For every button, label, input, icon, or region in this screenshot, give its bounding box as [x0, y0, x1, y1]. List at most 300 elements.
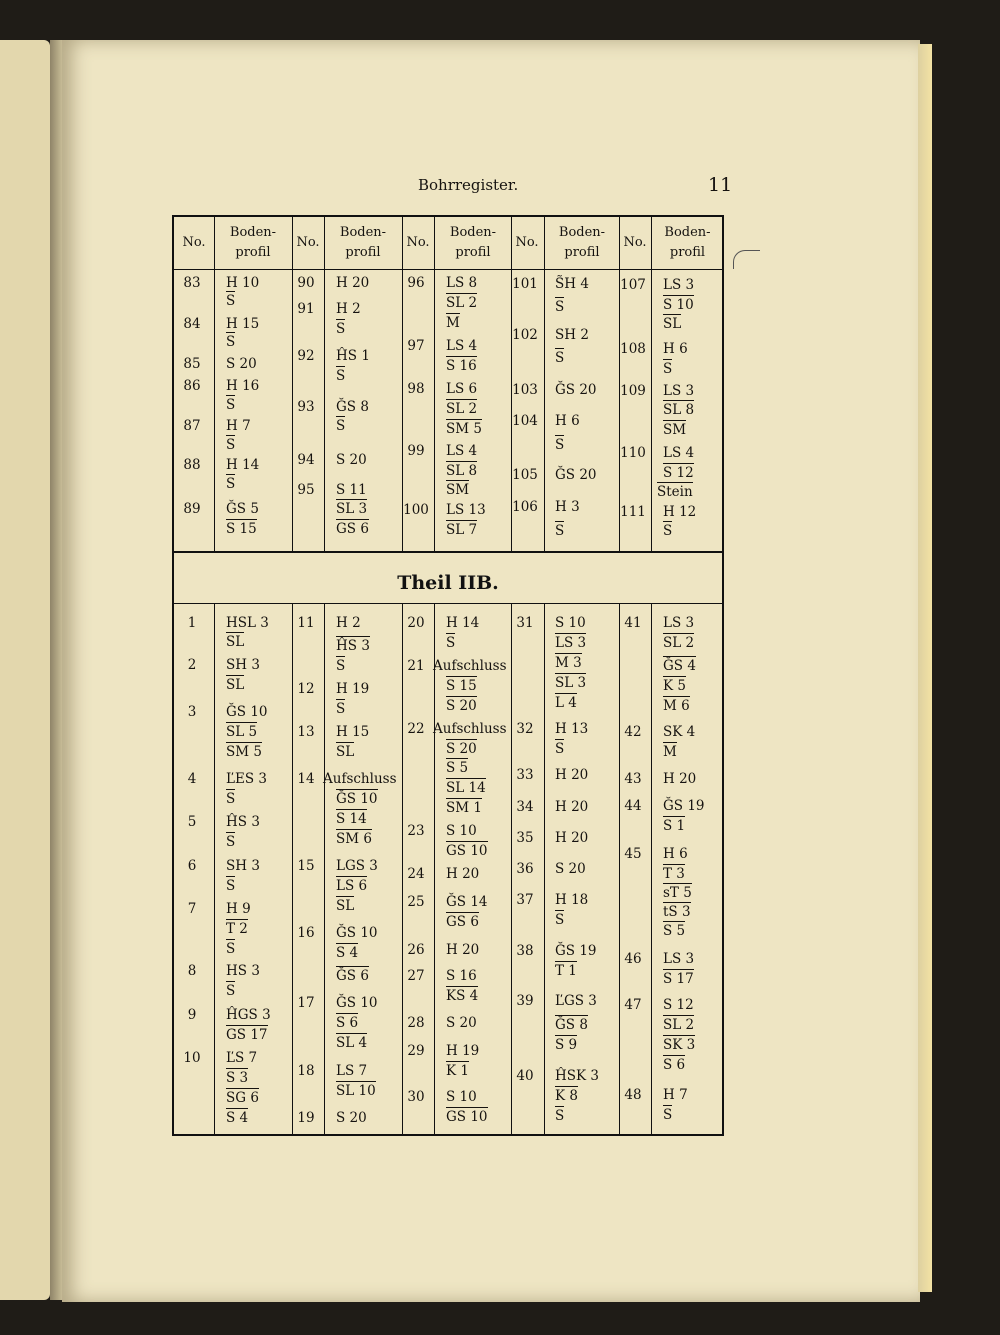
soil-profile-layer: [663, 1057, 685, 1073]
layer-code: S: [226, 834, 236, 850]
layer-code: S: [555, 1108, 565, 1124]
soil-profile-layer: [663, 678, 686, 694]
soil-profile-layer: [336, 724, 369, 740]
layer-code: ĞS 4: [663, 658, 696, 674]
layer-code: H 9: [226, 901, 251, 917]
bore-number: 23: [407, 823, 425, 839]
soil-profile-layer: [226, 657, 260, 673]
layer-code: SL 3: [555, 675, 587, 691]
bore-number: 42: [624, 724, 642, 740]
bore-number: 103: [512, 382, 538, 398]
bore-number: 96: [407, 275, 425, 291]
header-profile: Boden- profil: [558, 225, 606, 260]
bore-number: 90: [297, 275, 315, 291]
bore-number: 87: [183, 418, 201, 434]
layer-code: S: [336, 701, 346, 717]
soil-profile-layer: [226, 1110, 248, 1126]
bore-number: 86: [183, 378, 201, 394]
bore-number: 19: [297, 1110, 315, 1126]
soil-profile-layer: [663, 997, 694, 1013]
layer-code: M: [446, 315, 460, 331]
layer-code: T 3: [663, 866, 685, 882]
soil-profile-layer: [555, 1108, 564, 1124]
layer-code: SH 2: [555, 327, 589, 343]
header-profile: Boden- profil: [449, 225, 497, 260]
bore-number: 98: [407, 381, 425, 397]
layer-code: ĤS 3: [336, 638, 370, 654]
layer-code: S: [663, 361, 673, 377]
layer-code: SK 4: [663, 724, 696, 740]
header-no: No.: [296, 235, 320, 250]
column-rule: [619, 603, 620, 1134]
soil-profile-layer: [446, 295, 477, 311]
soil-profile-layer: [555, 523, 564, 539]
soil-profile-layer: [663, 1017, 694, 1033]
soil-profile-layer: [663, 341, 688, 357]
layer-code: H 15: [226, 316, 260, 332]
layer-code: S 9: [555, 1037, 578, 1053]
layer-code: S: [226, 878, 236, 894]
layer-code: LS 3: [555, 635, 587, 651]
soil-profile-layer: [663, 277, 694, 293]
soil-profile-layer: [446, 1043, 479, 1059]
soil-profile-layer: [663, 798, 705, 814]
soil-profile-layer: [336, 301, 361, 317]
layer-code: K 5: [663, 678, 686, 694]
layer-code: S 12: [663, 997, 694, 1013]
layer-code: H 10: [226, 275, 260, 291]
soil-profile-layer: [555, 912, 564, 928]
soil-profile-layer: [446, 522, 477, 538]
soil-profile-layer: [446, 914, 479, 930]
soil-profile-layer: [336, 1063, 367, 1079]
layer-code: S 20: [555, 861, 586, 877]
soil-profile-layer: [226, 476, 235, 492]
bore-number: 38: [516, 943, 534, 959]
layer-code: H 14: [446, 615, 480, 631]
bore-number: 88: [183, 457, 201, 473]
header-no: No.: [623, 235, 647, 250]
bore-number: 18: [297, 1063, 315, 1079]
layer-code: S 10: [446, 1089, 477, 1105]
bore-number: 107: [620, 277, 646, 293]
header-no: No.: [406, 235, 430, 250]
layer-code: S: [336, 418, 346, 434]
bore-number: 14: [297, 771, 315, 787]
layer-code: GS 6: [446, 914, 479, 930]
bore-number: 22: [407, 721, 425, 737]
soil-profile-layer: [555, 767, 588, 783]
layer-code: ĞS 20: [555, 467, 597, 483]
layer-code: GS 6: [336, 521, 369, 537]
soil-profile-layer: [226, 858, 260, 874]
bore-number: 11: [297, 615, 315, 631]
soil-profile-layer: [226, 724, 257, 740]
bore-number: 16: [297, 925, 315, 941]
layer-code: LS 6: [446, 381, 478, 397]
facing-page-edge: [0, 40, 50, 1300]
layer-code: H 19: [446, 1043, 480, 1059]
layer-code: GS 10: [446, 1109, 488, 1125]
layer-code: S 12: [663, 465, 694, 481]
layer-code: SH 3: [226, 657, 260, 673]
soil-profile-layer: [663, 1087, 688, 1103]
bore-number: 4: [187, 771, 197, 787]
bore-number: 7: [187, 901, 197, 917]
layer-code: S: [226, 983, 236, 999]
layer-code: SL 7: [446, 522, 478, 538]
bore-number: 85: [183, 356, 201, 372]
soil-profile-layer: [555, 695, 577, 711]
bore-number: 40: [516, 1068, 534, 1084]
layer-code: M 3: [555, 655, 582, 671]
soil-profile-layer: [226, 744, 262, 760]
running-title: Bohrregister.: [418, 176, 519, 194]
bore-number: 44: [624, 798, 642, 814]
layer-code: ĞS 10: [226, 704, 268, 720]
soil-profile-layer: [663, 504, 696, 520]
soil-profile-layer: [555, 467, 597, 483]
layer-code: SL 14: [446, 780, 486, 796]
layer-code: H 6: [555, 413, 580, 429]
bore-number: 31: [516, 615, 534, 631]
bore-number: 25: [407, 894, 425, 910]
soil-profile-layer: [555, 1068, 599, 1084]
layer-code: LS 3: [663, 615, 695, 631]
layer-code: S: [226, 437, 236, 453]
soil-profile-layer: [663, 361, 672, 377]
soil-profile-layer: [226, 437, 235, 453]
soil-profile-layer: [336, 1110, 367, 1126]
layer-code: SL: [226, 677, 245, 693]
layer-code: S 11: [336, 482, 367, 498]
layer-code: H 20: [555, 767, 589, 783]
soil-profile-layer: [446, 401, 477, 417]
layer-code: ĞS 20: [555, 382, 597, 398]
soil-profile-layer: [555, 327, 589, 343]
soil-profile-layer: [663, 866, 685, 882]
soil-profile-layer: [663, 744, 677, 760]
layer-code: LS 3: [663, 383, 695, 399]
layer-code: ĞS 10: [336, 791, 378, 807]
soil-profile-layer: [446, 381, 477, 397]
soil-profile-layer: [446, 988, 478, 1004]
soil-profile-layer: [555, 1037, 577, 1053]
bore-number: 41: [624, 615, 642, 631]
layer-code: S 5: [446, 760, 469, 776]
soil-profile-layer: [663, 771, 696, 787]
soil-profile-layer: [555, 993, 597, 1009]
soil-profile-layer: [555, 892, 588, 908]
column-rule: [214, 603, 215, 1134]
layer-code: H 2: [336, 615, 361, 631]
bore-number: 97: [407, 338, 425, 354]
bore-number: 102: [512, 327, 538, 343]
soil-profile-layer: [226, 275, 259, 291]
soil-profile-layer: [226, 791, 235, 807]
soil-profile-layer: [226, 378, 259, 394]
bore-number: 43: [624, 771, 642, 787]
soil-profile-layer: [663, 923, 685, 939]
layer-code: ĞS 19: [663, 798, 705, 814]
soil-profile-layer: [446, 421, 482, 437]
layer-code: ĽES 3: [226, 771, 267, 787]
bore-number: 110: [620, 445, 646, 461]
layer-code: SG 6: [226, 1090, 259, 1106]
bore-number: 5: [187, 814, 197, 830]
bore-number: 45: [624, 846, 642, 862]
soil-profile-layer: [336, 399, 369, 415]
layer-code: H 20: [555, 830, 589, 846]
layer-code: S 20: [446, 1015, 477, 1031]
soil-profile-layer: [446, 942, 479, 958]
bore-number: 99: [407, 443, 425, 459]
layer-code: S 15: [226, 521, 257, 537]
layer-code: ĞS 8: [555, 1017, 588, 1033]
bore-number: 37: [516, 892, 534, 908]
bore-number: 93: [297, 399, 315, 415]
soil-profile-layer: [555, 963, 577, 979]
layer-code: H 20: [446, 866, 480, 882]
layer-code: K 8: [555, 1088, 578, 1104]
layer-code: Aufschluss: [433, 658, 507, 674]
soil-profile-layer: [226, 397, 235, 413]
bore-number: 84: [183, 316, 201, 332]
soil-profile-layer: [663, 1037, 695, 1053]
layer-code: ĞS 6: [336, 968, 369, 984]
layer-code: S 20: [336, 1110, 367, 1126]
layer-code: HSL 3: [226, 615, 269, 631]
layer-code: S 16: [446, 358, 477, 374]
layer-code: ĤS 1: [336, 348, 370, 364]
bore-number: 17: [297, 995, 315, 1011]
column-rule: [434, 603, 435, 1134]
bore-number: 109: [620, 383, 646, 399]
soil-profile-layer: [663, 951, 694, 967]
layer-code: ĽS 7: [226, 1050, 258, 1066]
section-rule-top: [174, 551, 722, 553]
soil-profile-layer: [663, 904, 691, 920]
layer-code: Stein: [657, 484, 693, 500]
bore-number: 2: [187, 657, 197, 673]
soil-profile-layer: [555, 741, 564, 757]
layer-code: S: [336, 321, 346, 337]
bore-number: 36: [516, 861, 534, 877]
layer-code: S 10: [446, 823, 477, 839]
bore-number: 32: [516, 721, 534, 737]
soil-profile-layer: [226, 901, 251, 917]
layer-code: LGS 3: [336, 858, 378, 874]
layer-code: H 15: [336, 724, 370, 740]
layer-code: SL 2: [663, 635, 695, 651]
soil-profile-layer: [226, 941, 235, 957]
soil-profile-layer: [663, 316, 681, 332]
soil-profile-layer: [226, 316, 259, 332]
soil-profile-layer: [446, 968, 477, 984]
layer-code: S: [336, 368, 346, 384]
layer-code: H 2: [336, 301, 361, 317]
soil-profile-layer: [336, 858, 378, 874]
layer-code: M: [663, 744, 677, 760]
soil-profile-layer: [446, 800, 482, 816]
layer-code: T 2: [226, 921, 248, 937]
soil-profile-layer: [555, 635, 586, 651]
soil-profile-layer: [555, 655, 582, 671]
soil-profile-layer: [226, 677, 244, 693]
layer-code: T 1: [555, 963, 577, 979]
layer-code: LS 4: [446, 338, 478, 354]
layer-code: LS 13: [446, 502, 486, 518]
soil-profile-layer: [336, 638, 370, 654]
soil-profile-layer: [663, 523, 672, 539]
bore-number: 34: [516, 799, 534, 815]
bore-number: 12: [297, 681, 315, 697]
layer-code: sT 5: [663, 885, 692, 901]
layer-code: S 20: [446, 698, 477, 714]
layer-code: H 14: [226, 457, 260, 473]
layer-code: LS 3: [663, 951, 695, 967]
bore-number: 95: [297, 482, 315, 498]
soil-profile-layer: [555, 675, 586, 691]
layer-code: ĞS 10: [336, 995, 378, 1011]
layer-code: SL 5: [226, 724, 258, 740]
bore-number: 108: [620, 341, 646, 357]
layer-code: H 7: [663, 1087, 688, 1103]
layer-code: S 6: [336, 1015, 359, 1031]
layer-code: S: [555, 437, 565, 453]
layer-code: H 20: [663, 771, 697, 787]
layer-code: SL 8: [663, 402, 695, 418]
soil-profile-layer: [336, 878, 367, 894]
soil-profile-layer: [226, 634, 244, 650]
soil-profile-layer: [336, 615, 361, 631]
soil-profile-layer: [336, 898, 354, 914]
layer-code: S 1: [663, 818, 686, 834]
layer-code: SL 2: [446, 401, 478, 417]
bore-number: 28: [407, 1015, 425, 1031]
layer-code: H 18: [555, 892, 589, 908]
layer-code: ĤSK 3: [555, 1068, 599, 1084]
layer-code: S: [555, 912, 565, 928]
layer-code: SL 8: [446, 463, 478, 479]
layer-code: H 16: [226, 378, 260, 394]
layer-code: S 3: [226, 1070, 249, 1086]
soil-profile-layer: [226, 878, 235, 894]
soil-profile-layer: [226, 814, 260, 830]
bore-number: 39: [516, 993, 534, 1009]
soil-profile-layer: [663, 422, 686, 438]
layer-code: ĤGS 3: [226, 1007, 271, 1023]
layer-code: S: [226, 476, 236, 492]
soil-profile-layer: [226, 834, 235, 850]
soil-profile-layer: [555, 861, 586, 877]
layer-code: S 15: [446, 678, 477, 694]
layer-code: ĞS 5: [226, 501, 259, 517]
soil-profile-layer: [446, 502, 486, 518]
soil-profile-layer: [663, 1107, 672, 1123]
soil-profile-layer: [555, 1088, 578, 1104]
soil-profile-layer: [226, 921, 248, 937]
soil-profile-layer: [555, 615, 586, 631]
soil-profile-layer: [336, 945, 358, 961]
soil-profile-layer: [336, 482, 367, 498]
soil-profile-layer: [555, 499, 580, 515]
layer-code: SL: [336, 744, 355, 760]
soil-profile-layer: [433, 721, 507, 737]
soil-profile-layer: [446, 635, 455, 651]
soil-profile-layer: [663, 818, 685, 834]
header-profile: Boden- profil: [229, 225, 277, 260]
soil-profile-layer: [336, 275, 369, 291]
soil-profile-layer: [226, 418, 251, 434]
layer-code: S 10: [663, 297, 694, 313]
layer-code: tS 3: [663, 904, 691, 920]
header-rule: [174, 269, 722, 270]
soil-profile-layer: [555, 1017, 588, 1033]
layer-code: M 6: [663, 698, 690, 714]
soil-profile-layer: [336, 321, 345, 337]
soil-profile-layer: [336, 831, 372, 847]
soil-profile-layer: [226, 963, 260, 979]
layer-code: SL 4: [336, 1035, 368, 1051]
soil-profile-layer: [555, 721, 588, 737]
layer-code: ĽGS 3: [555, 993, 597, 1009]
soil-profile-layer: [336, 348, 370, 364]
layer-code: S̃H 4: [555, 276, 589, 292]
soil-profile-layer: [446, 678, 477, 694]
soil-profile-layer: [446, 275, 477, 291]
layer-code: L 4: [555, 695, 577, 711]
soil-profile-layer: [555, 350, 564, 366]
soil-profile-layer: [336, 368, 345, 384]
soil-profile-layer: [446, 315, 460, 331]
soil-profile-layer: [226, 501, 259, 517]
soil-profile-layer: [446, 780, 486, 796]
soil-profile-layer: [226, 1050, 257, 1066]
soil-profile-layer: [663, 658, 696, 674]
soil-profile-layer: [555, 276, 589, 292]
layer-code: LS 8: [446, 275, 478, 291]
layer-code: SM: [446, 482, 470, 498]
bore-number: 104: [512, 413, 538, 429]
layer-code: K 1: [446, 1063, 469, 1079]
soil-profile-layer: [446, 463, 477, 479]
soil-profile-layer: [663, 383, 694, 399]
soil-profile-layer: [226, 983, 235, 999]
bore-number: 9: [187, 1007, 197, 1023]
layer-code: SL: [663, 316, 682, 332]
layer-code: SL 3: [336, 501, 368, 517]
layer-code: H 20: [555, 799, 589, 815]
soil-profile-layer: [663, 635, 694, 651]
soil-profile-layer: [555, 382, 597, 398]
soil-profile-layer: [323, 771, 397, 787]
layer-code: LS 4: [446, 443, 478, 459]
layer-code: H 6: [663, 846, 688, 862]
layer-code: LS 4: [663, 445, 695, 461]
soil-profile-layer: [226, 1090, 259, 1106]
soil-profile-layer: [446, 1109, 488, 1125]
header-no: No.: [182, 235, 206, 250]
layer-code: ĞS 14: [446, 894, 488, 910]
soil-profile-layer: [336, 658, 345, 674]
soil-profile-layer: [555, 799, 588, 815]
soil-profile-layer: [446, 482, 469, 498]
layer-code: SM 5: [446, 421, 482, 437]
layer-code: H 13: [555, 721, 589, 737]
layer-code: S: [663, 523, 673, 539]
soil-profile-layer: [446, 760, 468, 776]
